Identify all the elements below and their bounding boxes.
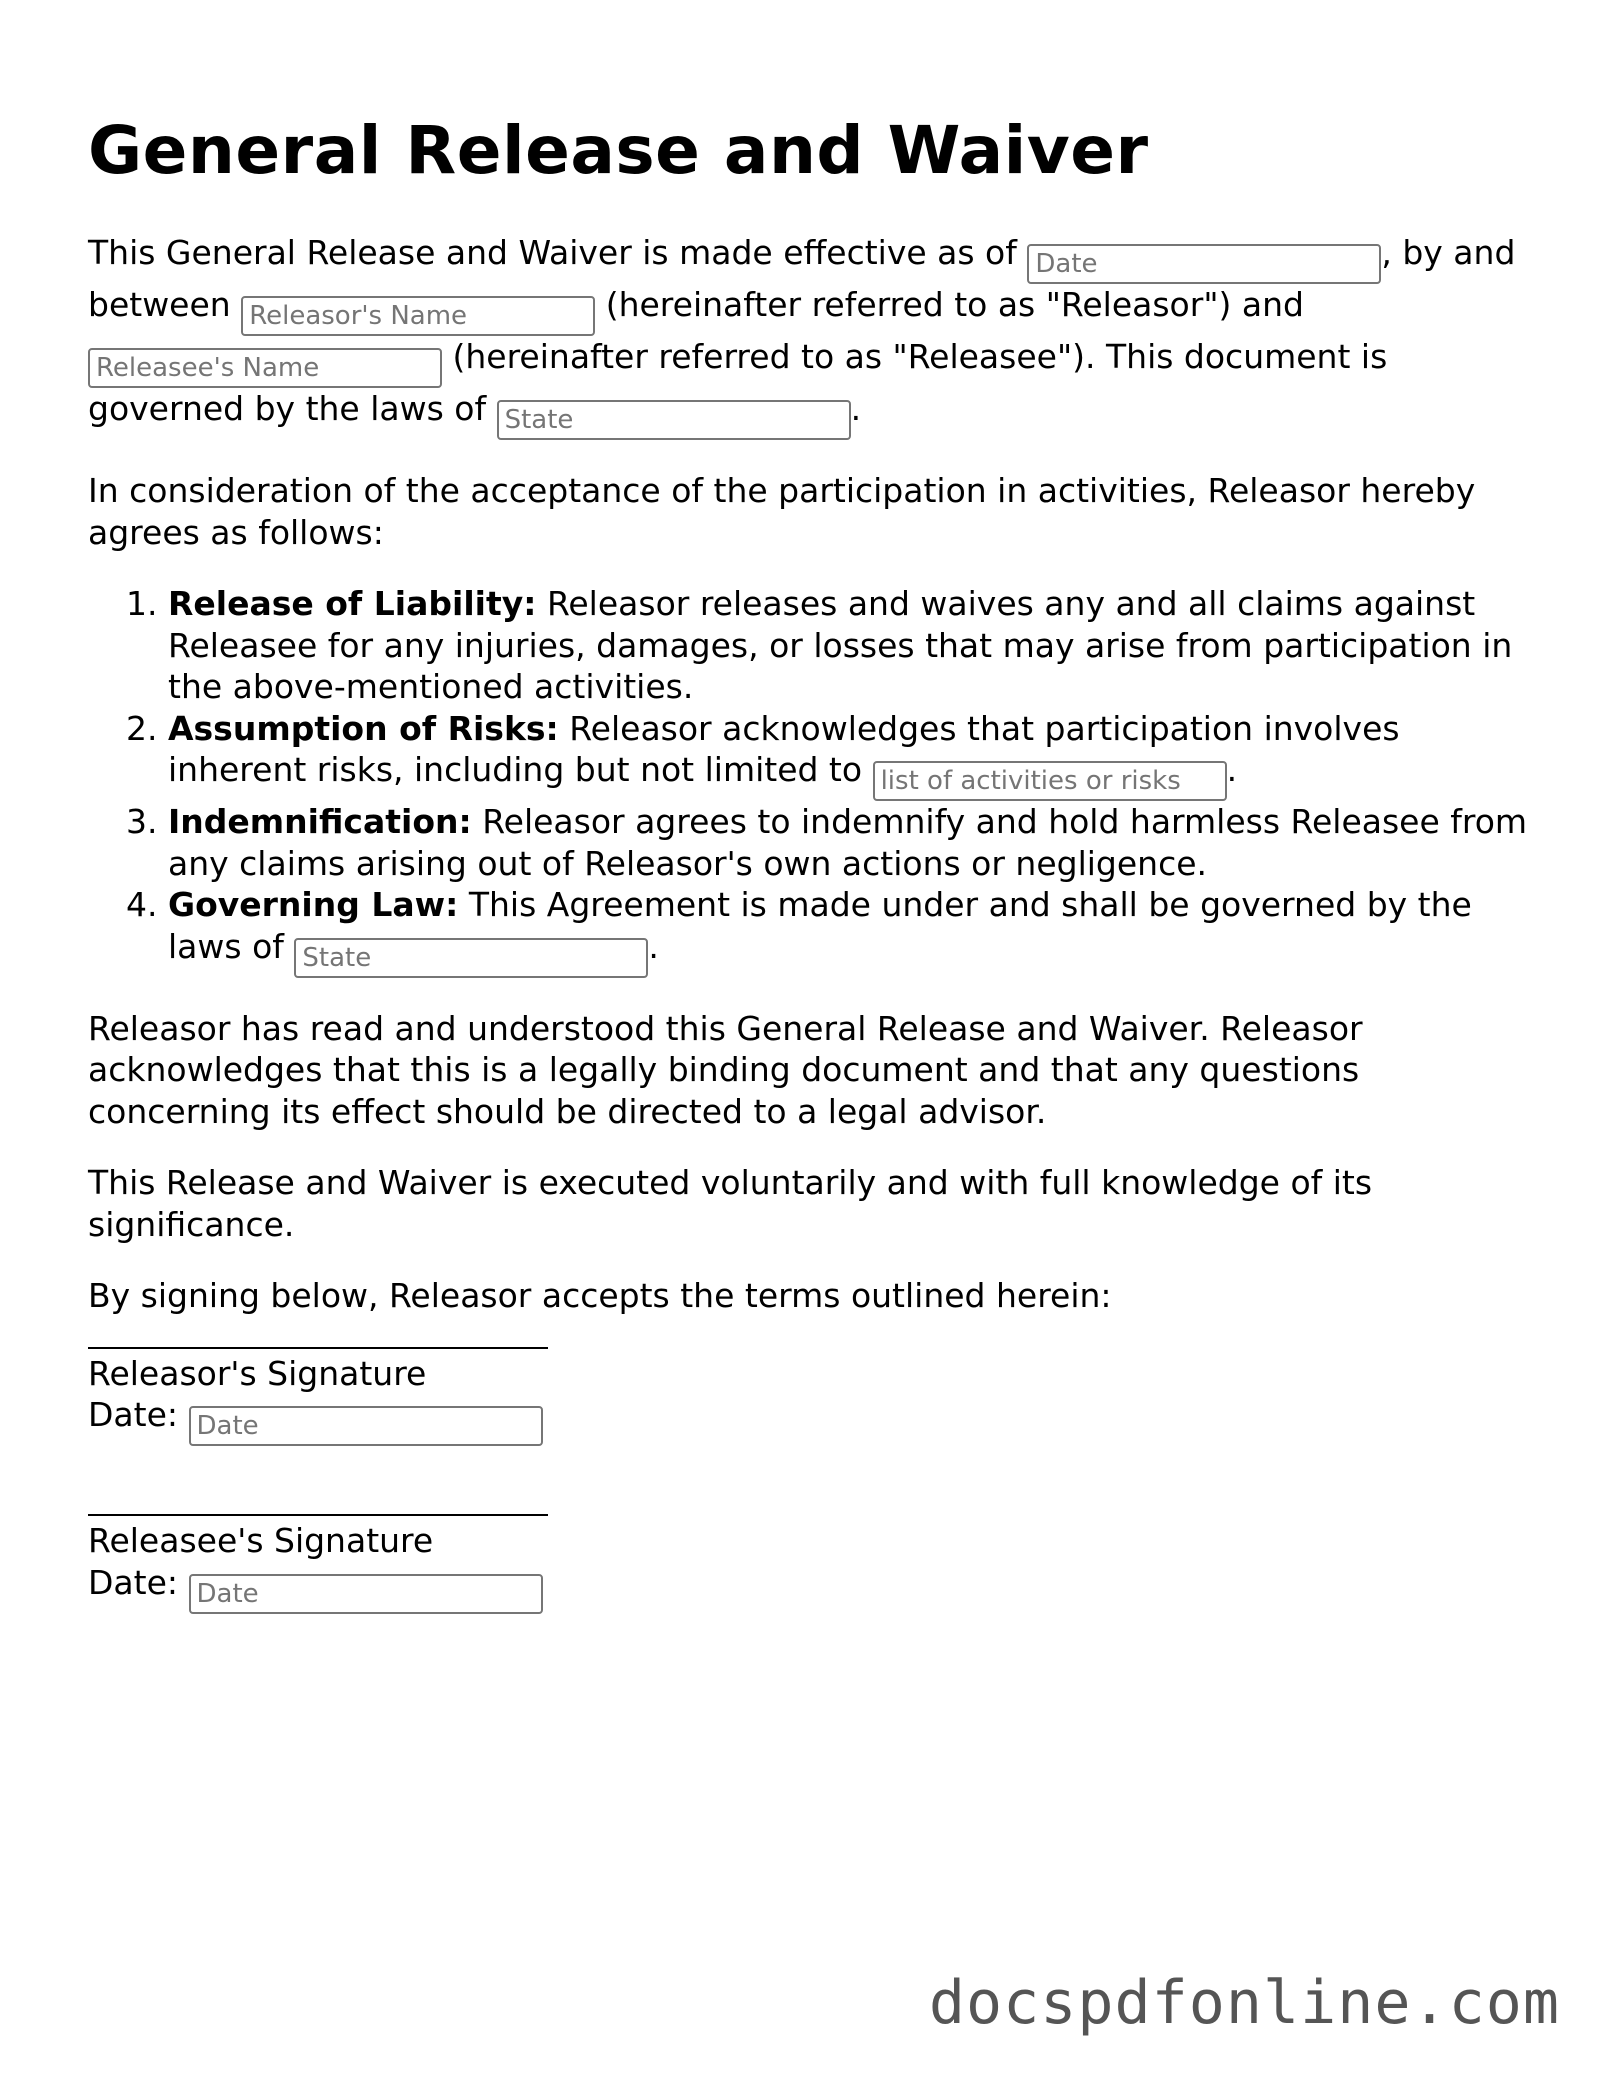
releasee-signature-block [88,1514,1528,1614]
intro-text-5: . [850,389,862,428]
releasor-signature-line[interactable] [88,1347,548,1349]
date-label: Date: [88,1562,178,1602]
intro-text-3: (hereinafter referred to as "Releasor") and [605,285,1304,324]
clause-heading: Assumption of Risks: [168,708,559,748]
clause-text: Releasor agrees to indemnify and hold harmless Releasee from any claims arising out of Releasor's own actions or negligence. [168,802,1528,883]
clause-indemnification [168,801,1528,884]
signing-intro-paragraph: By signing below, Releasor accepts the terms outlined herein: [88,1276,1112,1315]
clause-text-after: . [648,926,659,966]
acknowledgement-paragraph: Releasor has read and understood this General Release and Waiver. Releasor acknowledges that this is a legally binding document and that any questions concerning its effect should be directed to a legal advisor. [88,1008,1363,1131]
clauses-list [88,583,1528,978]
clause-heading: Indemnification: [168,802,472,841]
clause-governing-law [168,884,1528,978]
voluntary-paragraph: This Release and Waiver is executed voluntarily and with full knowledge of its significance. [88,1163,1373,1244]
document-title: General Release and Waiver [88,112,1149,189]
date-label: Date: [88,1395,178,1434]
governing-state-input[interactable] [497,400,851,440]
intro-text-2: , by and between [88,233,1516,324]
releasee-date-row [88,1562,1528,1614]
consideration-paragraph: In consideration of the acceptance of the participation in activities, Releasor hereby agrees as follows: [88,471,1476,552]
releasor-signature-label: Releasor's Signature [88,1353,427,1393]
clause-assumption-of-risks [168,708,1528,802]
releasor-signature-block [88,1347,1528,1447]
clause-text: This Agreement is made under and shall be governed by the laws of [168,885,1472,966]
releasee-signature-label: Releasee's Signature [88,1521,434,1560]
releasee-signature-line[interactable] [88,1514,548,1516]
clause-heading: Release of Liability: [168,584,537,623]
effective-date-input[interactable] [1027,244,1381,284]
risks-list-input[interactable] [873,761,1227,801]
intro-text-1: This General Release and Waiver is made effective as of [88,233,1017,272]
clause-heading: Governing Law: [168,885,459,924]
intro-text-4: (hereinafter referred to as "Releasee"). This document is governed by the laws of [88,337,1388,428]
releasee-signature-date-input[interactable] [189,1574,543,1614]
intro-paragraph [88,232,1528,440]
releasor-name-input[interactable] [241,296,595,336]
clause-release-of-liability [168,583,1528,708]
clause-text: Releasor acknowledges that participation involves inherent risks, including but not limited to [168,708,1400,789]
clause-text-after: . [1226,750,1238,789]
watermark-text: docspdfonline.com [928,1968,1560,2038]
clause-text: Releasor releases and waives any and all claims against Releasee for any injuries, damages, or losses that may arise from participation in the above-mentioned activities. [168,584,1513,706]
governing-law-state-input[interactable] [294,938,648,978]
releasor-date-row [88,1394,1528,1446]
releasee-name-input[interactable] [88,348,442,388]
releasor-signature-date-input[interactable] [189,1406,543,1446]
document-page [88,108,1528,1614]
